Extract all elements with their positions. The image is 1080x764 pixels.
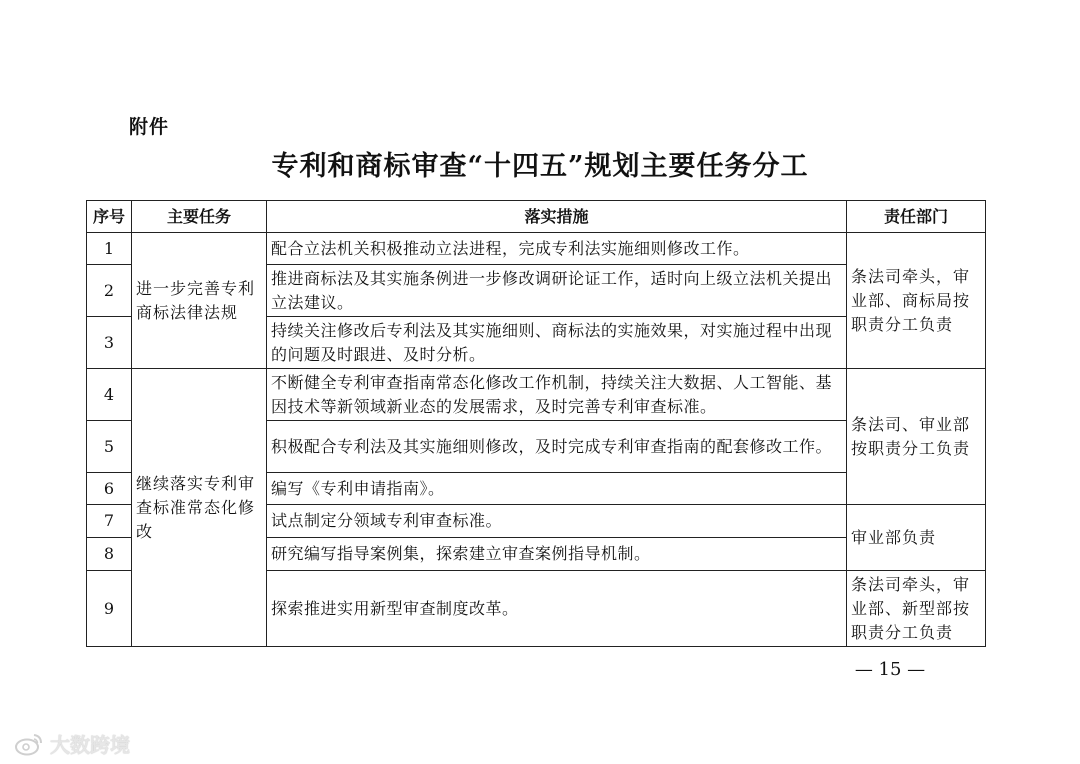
row-number: 2: [87, 265, 132, 317]
measure-cell: 持续关注修改后专利法及其实施细则、商标法的实施效果，对实施过程中出现的问题及时跟进、及时分析。: [267, 317, 847, 369]
measure-cell: 推进商标法及其实施条例进一步修改调研论证工作，适时向上级立法机关提出立法建议。: [267, 265, 847, 317]
row-number: 6: [87, 473, 132, 505]
watermark: [14, 729, 130, 758]
measure-cell: 积极配合专利法及其实施细则修改，及时完成专利审查指南的配套修改工作。: [267, 421, 847, 473]
row-number: 7: [87, 505, 132, 538]
main-task-cell: 进一步完善专利商标法律法规: [132, 233, 267, 369]
measure-cell: 编写《专利申请指南》。: [267, 473, 847, 505]
table-header-row: [87, 201, 986, 233]
row-number: 5: [87, 421, 132, 473]
main-task-cell: 继续落实专利审查标准常态化修改: [132, 369, 267, 647]
weibo-icon: [14, 732, 44, 756]
column-header-task: 主要任务: [132, 201, 267, 233]
column-header-department: 责任部门: [847, 201, 986, 233]
page-number: — 15 —: [854, 659, 926, 680]
row-number: 1: [87, 233, 132, 265]
measure-cell: 试点制定分领域专利审查标准。: [267, 505, 847, 538]
task-division-table: [86, 200, 986, 647]
row-number: 3: [87, 317, 132, 369]
measure-cell: 研究编写指导案例集，探索建立审查案例指导机制。: [267, 538, 847, 571]
column-header-no: 序号: [87, 201, 132, 233]
row-number: 4: [87, 369, 132, 421]
department-cell: 条法司、审业部按职责分工负责: [847, 369, 986, 505]
table-row: [87, 369, 986, 421]
row-number: 9: [87, 571, 132, 647]
department-cell: 审业部负责: [847, 505, 986, 571]
document-title: 专利和商标审查“十四五”规划主要任务分工: [271, 151, 809, 182]
department-cell: 条法司牵头，审业部、商标局按职责分工负责: [847, 233, 986, 369]
row-number: 8: [87, 538, 132, 571]
attachment-label: 附件: [129, 116, 170, 138]
watermark-text: 大数跨境: [50, 733, 130, 757]
table-row: [87, 233, 986, 265]
measure-cell: 探索推进实用新型审查制度改革。: [267, 571, 847, 647]
measure-cell: 配合立法机关积极推动立法进程，完成专利法实施细则修改工作。: [267, 233, 847, 265]
column-header-measure: 落实措施: [267, 201, 847, 233]
measure-cell: 不断健全专利审查指南常态化修改工作机制，持续关注大数据、人工智能、基因技术等新领域新业态的发展需求，及时完善专利审查标准。: [267, 369, 847, 421]
department-cell: 条法司牵头，审业部、新型部按职责分工负责: [847, 571, 986, 647]
